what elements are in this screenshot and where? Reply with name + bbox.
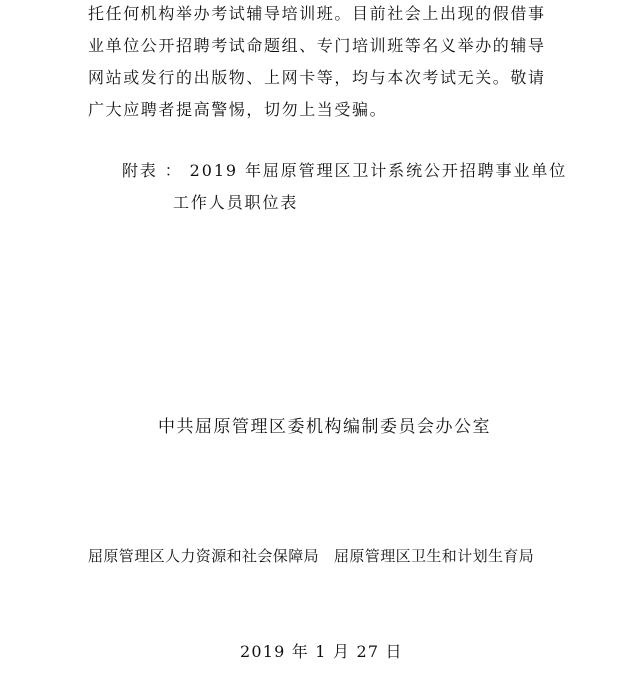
notice-line-3: 网站或发行的出版物、上网卡等，均与本次考试无关。敬请 — [88, 68, 546, 87]
appendix-title-line-1: 附表 ： 2019 年屈原管理区卫计系统公开招聘事业单位 — [122, 161, 568, 180]
signature-right-org: 屈原管理区卫生和计划生育局 — [334, 547, 535, 565]
signature-left-org: 屈原管理区人力资源和社会保障局 — [88, 547, 320, 565]
appendix-title-line-2: 工作人员职位表 — [173, 193, 299, 212]
notice-line-2: 业单位公开招聘考试命题组、专门培训班等名义举办的辅导 — [88, 36, 546, 55]
document-date: 2019 年 1 月 27 日 — [240, 642, 403, 661]
notice-line-4: 广大应聘者提高警惕，切勿上当受骗。 — [88, 100, 388, 119]
notice-line-1: 托任何机构举办考试辅导培训班。目前社会上出现的假借事 — [88, 4, 546, 23]
signature-main-org: 中共屈原管理区委机构编制委员会办公室 — [158, 417, 491, 437]
